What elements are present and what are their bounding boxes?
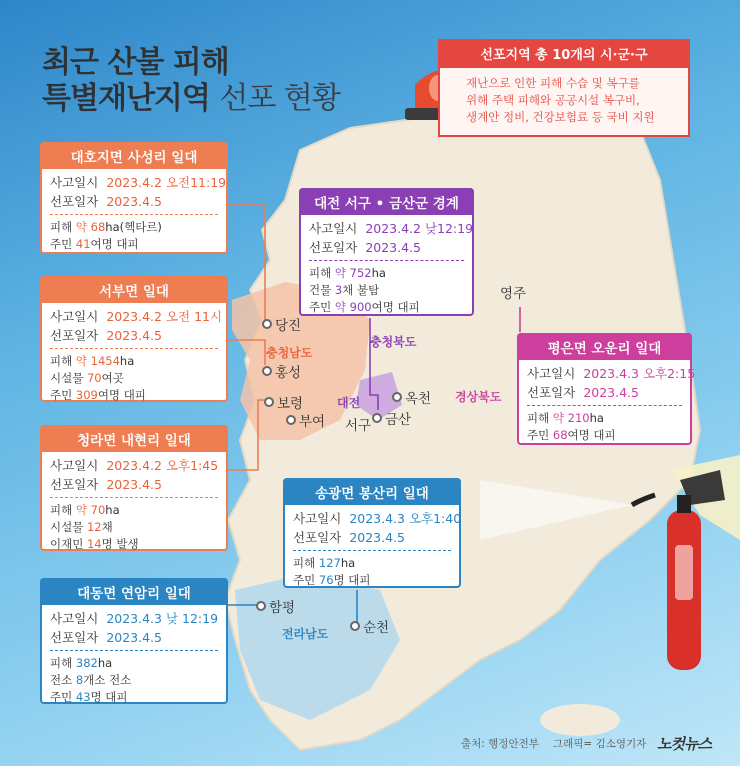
- unit: 명 발생: [101, 537, 139, 551]
- info-box-pyeongeun: [517, 333, 696, 445]
- summary-line: 생계안 정비, 건강보험료 등 국비 지원: [466, 110, 655, 124]
- region-chungbuk: 충청북도: [370, 335, 417, 349]
- info-box-daedong: [40, 578, 228, 704]
- place-buyeo: [286, 410, 325, 430]
- label: 사고일시: [50, 175, 99, 190]
- value: 43: [75, 690, 91, 704]
- label: 선포일자: [50, 194, 99, 209]
- place-yeongju: [500, 282, 526, 302]
- label: 선포일자: [293, 530, 342, 545]
- unit: ha: [97, 656, 113, 670]
- label: 피해: [293, 556, 316, 570]
- summary-header: 선포지역 총 10개의 시·군·구: [438, 39, 690, 68]
- place-marker-icon: [264, 397, 274, 407]
- region-gyeongbuk: 경상북도: [455, 390, 502, 404]
- place-boryeong: [264, 392, 303, 412]
- value: 41: [75, 237, 91, 251]
- value: 2023.4.2 오전 11시: [106, 309, 223, 324]
- value: 127: [318, 556, 341, 570]
- page-title-line2: [42, 73, 340, 117]
- value: 2023.4.5: [365, 240, 421, 255]
- value: 14: [86, 537, 102, 551]
- divider: [527, 405, 682, 406]
- value: 2023.4.3 오후1:40: [349, 511, 462, 526]
- place-label: 보령: [277, 396, 304, 412]
- value: 752: [349, 266, 372, 280]
- value: 2023.4.5: [106, 630, 162, 645]
- region-jeonnam: 전라남도: [282, 627, 329, 641]
- value: 2023.4.5: [583, 385, 639, 400]
- label: 주민: [293, 573, 316, 587]
- info-box-songgwang: [283, 478, 461, 588]
- label: 시설물: [50, 371, 84, 385]
- divider: [293, 550, 451, 551]
- summary-description: [438, 68, 690, 137]
- value: 2023.4.5: [106, 328, 162, 343]
- label: 사고일시: [50, 458, 99, 473]
- place-label: 부여: [299, 414, 326, 430]
- value: 2023.4.2 낮12:19: [365, 221, 474, 236]
- place-marker-icon: [392, 392, 402, 402]
- page-title-line1: 최근 산불 피해: [42, 45, 229, 80]
- info-box-daeho: [40, 142, 228, 254]
- label: 주민: [527, 428, 550, 442]
- divider: [50, 214, 218, 215]
- value: 68: [552, 428, 568, 442]
- value: 2023.4.5: [106, 194, 162, 209]
- value: 70: [86, 371, 102, 385]
- unit: ha: [105, 503, 120, 517]
- unit: 여명 대피: [567, 428, 616, 442]
- value: 900: [349, 300, 372, 314]
- place-label: 영주: [500, 286, 527, 302]
- value: 2023.4.3 오후2:15: [583, 366, 696, 381]
- unit: ha: [119, 354, 135, 368]
- label: 선포일자: [527, 385, 576, 400]
- unit: ha: [589, 411, 604, 425]
- place-marker-icon: [286, 415, 296, 425]
- label: 선포일자: [50, 477, 99, 492]
- unit: ha(헥타르): [105, 220, 162, 234]
- unit: ha: [340, 556, 356, 570]
- value: 2023.4.5: [349, 530, 405, 545]
- label: 이재민: [50, 537, 84, 551]
- label: 주민: [309, 300, 332, 314]
- place-marker-icon: [262, 319, 272, 329]
- place-hongseong: [262, 361, 301, 381]
- nocut-news-logo: 노컷뉴스: [657, 735, 711, 753]
- box-title: 평은면 오운리 일대: [517, 333, 692, 360]
- label: 시설물: [50, 520, 84, 534]
- label: 선포일자: [50, 630, 99, 645]
- summary-line: 재난으로 인한 피해 수습 및 복구를: [466, 76, 640, 90]
- place-label: 순천: [363, 620, 390, 636]
- box-title: 대동면 연암리 일대: [40, 578, 228, 605]
- page-title-light: 선포 현황: [219, 81, 340, 116]
- label: 선포일자: [309, 240, 358, 255]
- place-marker-icon: [262, 366, 272, 376]
- value: 1454: [90, 354, 120, 368]
- summary-line: 위해 주택 피해와 공공시설 복구비,: [466, 93, 640, 107]
- divider: [50, 650, 218, 651]
- label: 사고일시: [50, 611, 99, 626]
- label: 주민: [50, 388, 73, 402]
- place-geumsan: [372, 408, 411, 428]
- value: 약: [334, 266, 350, 280]
- label: 피해: [50, 220, 73, 234]
- source-credit: 출처: 행정안전부: [461, 738, 539, 750]
- value: 약: [75, 503, 91, 517]
- place-label: 옥천: [405, 391, 432, 407]
- place-dangjin: [262, 314, 301, 334]
- label: 선포일자: [50, 328, 99, 343]
- value: 12: [86, 520, 102, 534]
- value: 210: [567, 411, 590, 425]
- unit: 채 불탐: [342, 283, 380, 297]
- divider: [309, 260, 464, 261]
- label: 주민: [50, 237, 73, 251]
- value: 2023.4.2 오전11:19: [106, 175, 227, 190]
- unit: 여명 대피: [90, 237, 139, 251]
- value: 3: [334, 283, 343, 297]
- map-island: [540, 704, 620, 736]
- label: 사고일시: [309, 221, 358, 236]
- value: 2023.4.3 낮 12:19: [106, 611, 219, 626]
- place-seogu: [345, 414, 371, 434]
- region-chungnam: 충청남도: [266, 346, 313, 360]
- value: 약: [75, 354, 91, 368]
- value: 약: [552, 411, 568, 425]
- value: 2023.4.5: [106, 477, 162, 492]
- value: 약: [75, 220, 91, 234]
- label: 사고일시: [50, 309, 99, 324]
- place-okcheon: [392, 387, 431, 407]
- value: 약: [334, 300, 350, 314]
- value: 70: [90, 503, 106, 517]
- label: 주민: [50, 690, 73, 704]
- unit: 여명 대피: [97, 388, 146, 402]
- value: 76: [318, 573, 334, 587]
- info-box-daejeon: [299, 188, 474, 316]
- place-marker-icon: [372, 413, 382, 423]
- unit: 여명 대피: [371, 300, 420, 314]
- box-title: 대전 서구 • 금산군 경계: [299, 188, 474, 215]
- label: 건물: [309, 283, 332, 297]
- value: 68: [90, 220, 106, 234]
- box-title: 청라면 내현리 일대: [40, 425, 228, 452]
- place-label: 홍성: [275, 365, 302, 381]
- unit: 명 대피: [333, 573, 371, 587]
- place-suncheon: [350, 616, 389, 636]
- page-title-bold: 특별재난지역: [42, 81, 210, 116]
- value: 8: [75, 673, 84, 687]
- place-marker-icon: [256, 601, 266, 611]
- label: 피해: [50, 503, 73, 517]
- place-label: 서구: [345, 418, 372, 434]
- value: 382: [75, 656, 98, 670]
- info-box-cheongna: [40, 425, 228, 551]
- unit: 여곳: [101, 371, 124, 385]
- label: 피해: [50, 656, 73, 670]
- info-box-seobu: [40, 276, 228, 402]
- box-title: 송광면 봉산리 일대: [283, 478, 461, 505]
- label: 피해: [309, 266, 332, 280]
- place-hampyeong: [256, 596, 295, 616]
- unit: 명 대피: [90, 690, 128, 704]
- unit: 채: [101, 520, 113, 534]
- place-marker-icon: [350, 621, 360, 631]
- box-title: 대호지면 사성리 일대: [40, 142, 228, 169]
- value: 2023.4.2 오후1:45: [106, 458, 219, 473]
- place-label: 당진: [275, 318, 302, 334]
- label: 피해: [50, 354, 73, 368]
- unit: ha: [371, 266, 386, 280]
- place-label: 함평: [269, 600, 296, 616]
- divider: [50, 497, 218, 498]
- box-title: 서부면 일대: [40, 276, 228, 303]
- region-daejeon: 대전: [337, 396, 361, 410]
- label: 전소: [50, 673, 73, 687]
- divider: [50, 348, 218, 349]
- label: 사고일시: [527, 366, 576, 381]
- unit: 개소 전소: [83, 673, 132, 687]
- place-label: 금산: [385, 412, 412, 428]
- value: 309: [75, 388, 98, 402]
- graphic-credit: 그래픽= 김소영기자: [553, 738, 647, 750]
- label: 사고일시: [293, 511, 342, 526]
- label: 피해: [527, 411, 550, 425]
